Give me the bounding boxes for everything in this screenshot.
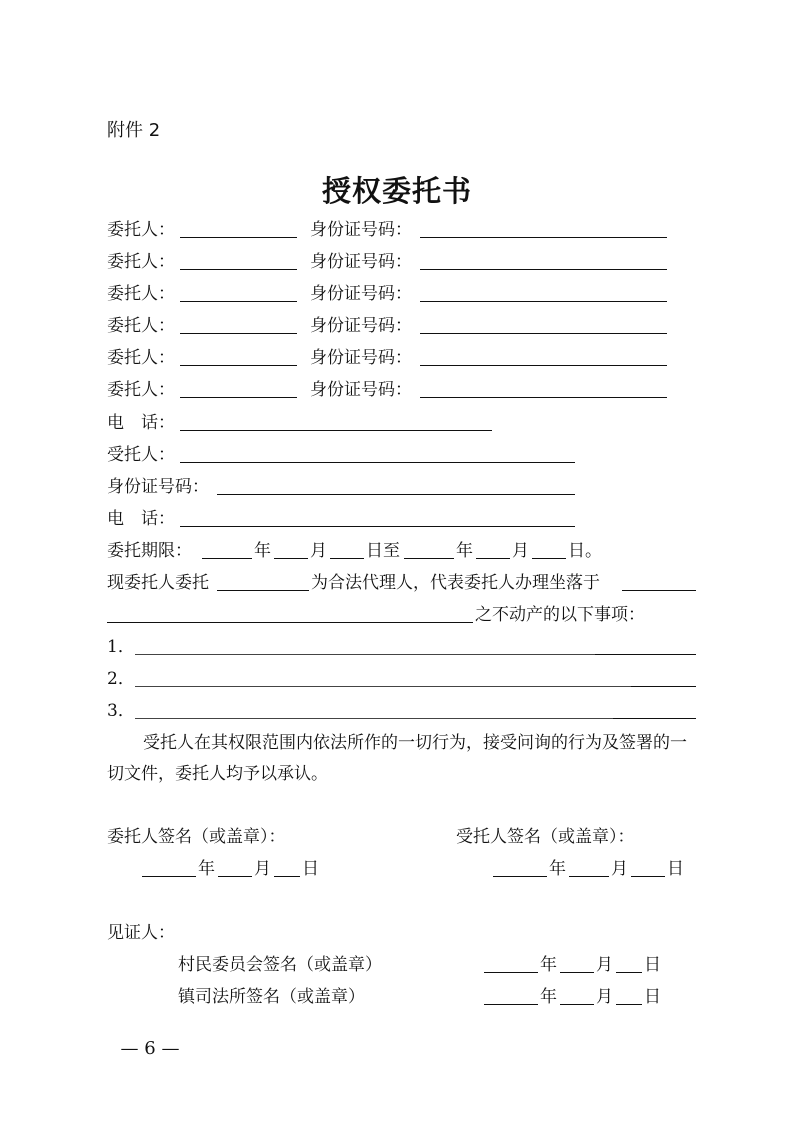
principal-id-field[interactable]: [420, 269, 667, 270]
principal-label: 委托人：: [107, 284, 175, 304]
delegate-name-field[interactable]: [217, 590, 309, 591]
judicial-day-text: 日: [644, 987, 661, 1007]
period-label: 委托期限：: [107, 541, 192, 561]
principal-name-field[interactable]: [180, 365, 297, 366]
judicial-office-signature-label: 镇司法所签名（或盖章）: [178, 987, 365, 1007]
period-end-day-field[interactable]: [532, 558, 566, 559]
principal-label: 委托人：: [107, 316, 175, 336]
item-number: 3．: [107, 701, 135, 721]
phone-field[interactable]: [180, 430, 492, 431]
agent-name-field[interactable]: [180, 462, 575, 463]
principal-id-field[interactable]: [420, 365, 667, 366]
period-year2-text: 年: [456, 541, 473, 561]
principal-id-field[interactable]: [420, 301, 667, 302]
principal-label: 委托人：: [107, 348, 175, 368]
judicial-year-field[interactable]: [484, 1004, 538, 1005]
principal-id-label: 身份证号码：: [310, 348, 412, 368]
village-year-field[interactable]: [484, 972, 538, 973]
village-month-text: 月: [596, 955, 613, 975]
statement-paragraph: 受托人在其权限范围内依法所作的一切行为，接受问询的行为及签署的一切文件，委托人均予以承认。: [107, 733, 687, 784]
agent-signature-label: 受托人签名（或盖章）：: [456, 827, 635, 847]
principal-id-field[interactable]: [420, 333, 667, 334]
principal-label: 委托人：: [107, 380, 175, 400]
agent-sign-day-text: 日: [667, 859, 684, 879]
principal-id-field[interactable]: [420, 397, 667, 398]
sign-month-text: 月: [254, 859, 271, 879]
period-start-year-field[interactable]: [202, 558, 252, 559]
village-committee-signature-label: 村民委员会签名（或盖章）: [178, 955, 382, 975]
judicial-month-text: 月: [596, 987, 613, 1007]
period-year-text: 年: [254, 541, 271, 561]
agent-phone-label: 电 话：: [107, 509, 175, 529]
principal-id-field[interactable]: [420, 237, 667, 238]
judicial-month-field[interactable]: [560, 1004, 594, 1005]
sign-year-field[interactable]: [142, 876, 196, 877]
principal-id-label: 身份证号码：: [310, 220, 412, 240]
village-day-field[interactable]: [616, 972, 642, 973]
period-month2-text: 月: [512, 541, 529, 561]
sign-month-field[interactable]: [218, 876, 252, 877]
principal-id-label: 身份证号码：: [310, 316, 412, 336]
principal-name-field[interactable]: [180, 333, 297, 334]
item-field-end[interactable]: [613, 718, 696, 719]
period-end-year-field[interactable]: [404, 558, 454, 559]
item-field-end[interactable]: [595, 654, 696, 655]
agent-sign-month-field[interactable]: [569, 876, 609, 877]
item-field[interactable]: [135, 686, 631, 687]
sign-year-text: 年: [198, 859, 215, 879]
witness-label: 见证人：: [107, 923, 175, 943]
village-day-text: 日: [644, 955, 661, 975]
item-number: 2．: [107, 669, 135, 689]
delegation-suffix: 之不动产的以下事项：: [475, 605, 645, 625]
item-field[interactable]: [135, 654, 595, 655]
period-day-to-text: 日至: [366, 541, 400, 561]
sign-day-text: 日: [302, 859, 319, 879]
principal-label: 委托人：: [107, 220, 175, 240]
agent-id-field[interactable]: [217, 494, 575, 495]
principal-id-label: 身份证号码：: [310, 252, 412, 272]
principal-name-field[interactable]: [180, 237, 297, 238]
delegation-prefix: 现委托人委托: [107, 573, 209, 593]
period-month-text: 月: [310, 541, 327, 561]
item-field-end[interactable]: [631, 686, 696, 687]
period-end-month-field[interactable]: [476, 558, 510, 559]
item-field[interactable]: [135, 718, 613, 719]
agent-phone-field[interactable]: [180, 526, 575, 527]
attachment-label: 附件 2: [107, 120, 161, 141]
agent-sign-day-field[interactable]: [631, 876, 665, 877]
agent-sign-month-text: 月: [611, 859, 628, 879]
page-number: — 6 —: [120, 1038, 180, 1059]
property-location-field-cont[interactable]: [107, 622, 473, 623]
item-number: 1．: [107, 637, 135, 657]
phone-label: 电 话：: [107, 413, 175, 433]
principal-label: 委托人：: [107, 252, 175, 272]
principal-name-field[interactable]: [180, 397, 297, 398]
sign-day-field[interactable]: [274, 876, 300, 877]
principal-name-field[interactable]: [180, 269, 297, 270]
agent-sign-year-text: 年: [549, 859, 566, 879]
period-start-day-field[interactable]: [330, 558, 364, 559]
period-start-month-field[interactable]: [274, 558, 308, 559]
agent-label: 受托人：: [107, 445, 175, 465]
principal-signature-label: 委托人签名（或盖章）：: [107, 827, 286, 847]
judicial-year-text: 年: [540, 987, 557, 1007]
delegation-middle: 为合法代理人，代表委托人办理坐落于: [311, 573, 600, 593]
village-month-field[interactable]: [560, 972, 594, 973]
agent-sign-year-field[interactable]: [493, 876, 547, 877]
agent-id-label: 身份证号码：: [107, 477, 209, 497]
village-year-text: 年: [540, 955, 557, 975]
principal-id-label: 身份证号码：: [310, 284, 412, 304]
principal-name-field[interactable]: [180, 301, 297, 302]
principal-id-label: 身份证号码：: [310, 380, 412, 400]
document-title: 授权委托书: [321, 174, 472, 208]
property-location-field[interactable]: [622, 590, 696, 591]
period-day-end-text: 日。: [568, 541, 602, 561]
judicial-day-field[interactable]: [616, 1004, 642, 1005]
